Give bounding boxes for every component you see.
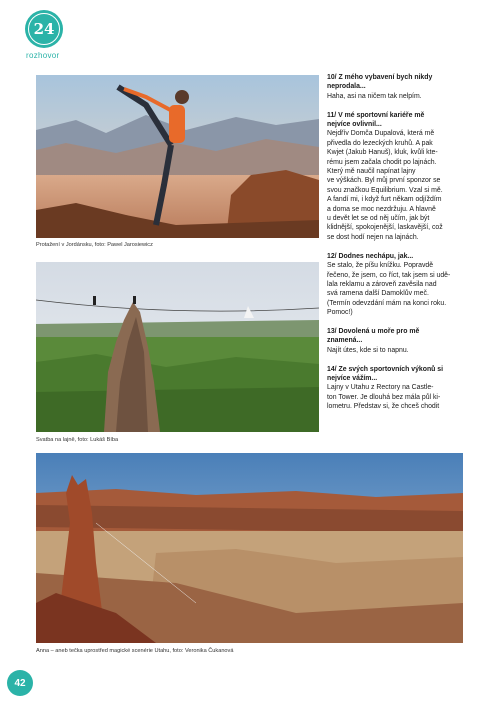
issue-badge xyxy=(25,10,63,48)
page-number: 42 xyxy=(7,670,33,696)
photo-jordan xyxy=(36,75,319,238)
answer-14: Lajny v Utahu z Rectory na Castle- ton Tower. Je dlouhá bez mála půl ki- lometru. Představ si, že chceš chodit xyxy=(327,384,441,411)
question-11: 11/ V mé sportovní kariéře mě nejvíce ovlivnil... xyxy=(327,111,425,129)
photo-wedding-highline xyxy=(36,262,319,432)
question-10: 10/ Z mého vybavení bych nikdy neprodala... xyxy=(327,74,433,91)
photo-utah-caption: Anna – aneb tečka uprostřed magické scenérie Utahu, foto: Veronika Čukanová xyxy=(36,648,234,654)
qa-block-14 xyxy=(327,365,467,412)
qa-block-10 xyxy=(327,73,467,101)
issue-number: 24 xyxy=(28,13,60,45)
answer-11: Nejdřív Domča Dupalová, která mě přivedla do lezeckých kruhů. A pak Kwjet (Jakub Hanuš), kluk, kvůli kte- rému jsem začala chodit po lajnách. Který mě naučil napínat lajny ve výškách. Byl můj první sponzor se svou značkou Equilibrium. Vzal si mě. A fandí mi, i když furt někam odjíždím a doma se moc nezdržuju. A hlavně u devět let se od něj učím, jak být klidnější, spokojenější, laskavější, což se dost hodí nejen na lajnách. xyxy=(327,130,443,241)
question-13: 13/ Dovolená u moře pro mě znamená... xyxy=(327,327,420,345)
question-12: 12/ Dodnes nechápu, jak... xyxy=(327,252,414,260)
answer-12: Se stalo, že píšu knížku. Popravdě řečeno, že jsem, co říct, tak jsem si udě- lala reklamu a zároveň zavěsila nad svá ramena další Damoklův meč. (Termín odevzdání mám na konci roku. Pomoc!) xyxy=(327,262,451,317)
qa-block-12 xyxy=(327,252,467,318)
qa-block-13 xyxy=(327,327,467,355)
interview-column xyxy=(327,73,467,421)
photo-utah xyxy=(36,453,463,643)
photo-jordan-caption: Protažení v Jordánsku, foto: Pawel Jarosiewicz xyxy=(36,242,153,248)
section-label: rozhovor xyxy=(26,51,60,60)
qa-block-11 xyxy=(327,111,467,243)
answer-10: Haha, asi na ničem tak nelpím. xyxy=(327,92,422,100)
photo-wedding-caption: Svatba na lajně, foto: Lukáš Bíba xyxy=(36,437,119,443)
question-14: 14/ Ze svých sportovních výkonů si nejvíce vážím... xyxy=(327,365,444,382)
answer-13: Najít útes, kde si to napnu. xyxy=(327,346,409,354)
